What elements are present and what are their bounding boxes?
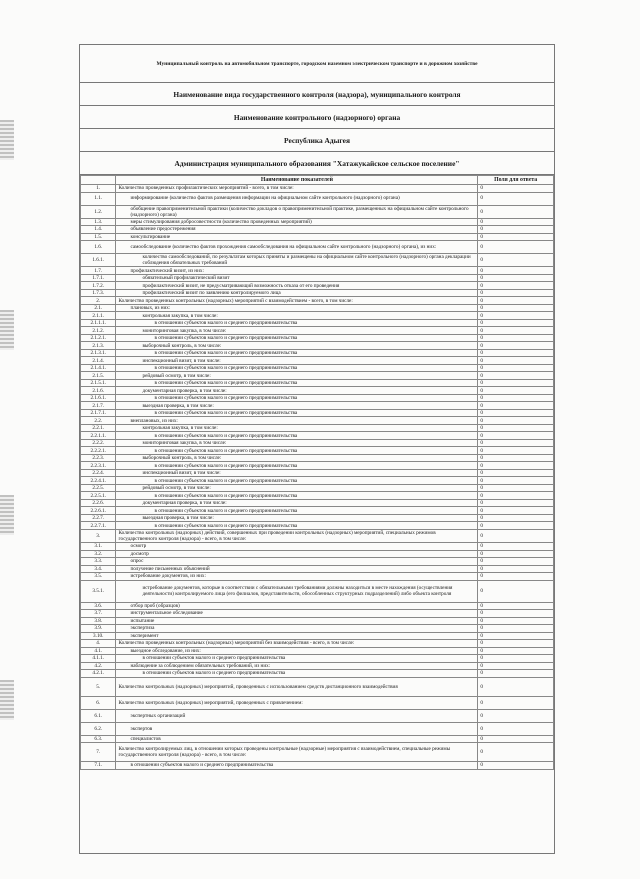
row-indicator: рейдовый осмотр, в том числе:: [116, 484, 478, 492]
row-value: 0: [478, 267, 554, 275]
row-number: 1.2.: [81, 205, 116, 218]
table-row: [81, 297, 554, 305]
row-indicator: документарная проверка, в том числе:: [116, 499, 478, 507]
scan-artifact: [0, 120, 14, 160]
table-row: [81, 334, 554, 342]
table-row: [81, 282, 554, 290]
table-row: [81, 409, 554, 417]
table-row: [81, 499, 554, 507]
row-indicator: в отношении субъектов малого и среднего предпринимательства: [116, 762, 478, 770]
row-number: 3.6.: [81, 602, 116, 610]
table-row: [81, 205, 554, 218]
table-row: [81, 185, 554, 193]
row-indicator: обязательный профилактический визит: [116, 274, 478, 282]
row-indicator: в отношении субъектов малого и среднего предпринимательства: [116, 462, 478, 470]
row-value: 0: [478, 677, 554, 696]
table-row: [81, 610, 554, 618]
scan-artifact: [0, 680, 14, 720]
row-number: 2.1.5.: [81, 372, 116, 380]
table-row: [81, 617, 554, 625]
row-number: 2.1.7.1.: [81, 409, 116, 417]
row-value: 0: [478, 447, 554, 455]
row-value: 0: [478, 522, 554, 530]
table-row: [81, 364, 554, 372]
table-row: [81, 722, 554, 735]
row-indicator: мониторинговая закупка, в том числе:: [116, 327, 478, 335]
table-row: [81, 254, 554, 267]
row-number: 2.1.3.1.: [81, 349, 116, 357]
row-number: 4.2.1.: [81, 670, 116, 678]
row-value: 0: [478, 735, 554, 743]
table-row: [81, 580, 554, 602]
row-indicator: инспекционный визит, в том числе:: [116, 469, 478, 477]
col-name-header: Наименование показателей: [116, 176, 478, 185]
scan-artifact: [0, 495, 14, 535]
row-indicator: количество самообследований, по результатам которых приняты и размещены на официальном сайте контрольного (надзорного) органа декларации соблюдения обязательных требований: [116, 254, 478, 267]
table-row: [81, 462, 554, 470]
row-number: 2.2.2.: [81, 439, 116, 447]
row-number: 2.: [81, 297, 116, 305]
row-value: 0: [478, 327, 554, 335]
report-sheet: [79, 44, 555, 854]
row-number: 1.7.2.: [81, 282, 116, 290]
row-indicator: в отношении субъектов малого и среднего предпринимательства: [116, 447, 478, 455]
table-row: [81, 394, 554, 402]
row-indicator: экспертиза: [116, 625, 478, 633]
row-indicator: самообследование (количество фактов прохождения самообследования на официальном сайте контрольного (надзорного) органа), из них:: [116, 241, 478, 254]
row-number: 2.2.1.1.: [81, 432, 116, 440]
row-indicator: в отношении субъектов малого и среднего предпринимательства: [116, 319, 478, 327]
row-value: 0: [478, 226, 554, 234]
row-number: 7.: [81, 743, 116, 762]
row-indicator: Количество контрольных (надзорных) действий, совершенных при проведении контрольных (надзорных) мероприятий, специальных режимов государственного контроля (надзора) - всего, в том числе:: [116, 529, 478, 542]
row-indicator: в отношении субъектов малого и среднего предпринимательства: [116, 507, 478, 515]
row-indicator: меры стимулирования добросовестности (количество проведенных мероприятий): [116, 218, 478, 226]
row-indicator: в отношении субъектов малого и среднего предпринимательства: [116, 477, 478, 485]
row-number: 2.1.4.1.: [81, 364, 116, 372]
table-row: [81, 492, 554, 500]
row-value: 0: [478, 304, 554, 312]
row-value: 0: [478, 454, 554, 462]
row-indicator: инспекционный визит, в том числе:: [116, 357, 478, 365]
row-indicator: досмотр: [116, 550, 478, 558]
row-indicator: Количество проведенных профилактических мероприятий - всего, в том числе:: [116, 185, 478, 193]
row-number: 1.3.: [81, 218, 116, 226]
row-value: 0: [478, 205, 554, 218]
row-number: 2.2.4.1.: [81, 477, 116, 485]
row-number: 5.: [81, 677, 116, 696]
row-value: 0: [478, 602, 554, 610]
row-value: 0: [478, 580, 554, 602]
table-row: [81, 447, 554, 455]
row-indicator: истребование документов, из них:: [116, 573, 478, 581]
table-row: [81, 454, 554, 462]
row-indicator: в отношении субъектов малого и среднего предпринимательства: [116, 349, 478, 357]
table-row: [81, 632, 554, 640]
row-number: 6.3.: [81, 735, 116, 743]
table-row: [81, 514, 554, 522]
row-number: 2.2.5.1.: [81, 492, 116, 500]
row-number: 1.: [81, 185, 116, 193]
table-row: [81, 522, 554, 530]
row-indicator: в отношении субъектов малого и среднего предпринимательства: [116, 655, 478, 663]
table-row: [81, 192, 554, 205]
row-value: 0: [478, 241, 554, 254]
row-number: 4.2.: [81, 662, 116, 670]
row-value: 0: [478, 394, 554, 402]
authority-name: Администрация муниципального образования "Хатажукайское сельское поселение": [80, 152, 554, 175]
row-value: 0: [478, 617, 554, 625]
row-value: 0: [478, 387, 554, 395]
row-number: 1.1.: [81, 192, 116, 205]
row-number: 1.6.1.: [81, 254, 116, 267]
row-value: 0: [478, 543, 554, 551]
row-value: 0: [478, 409, 554, 417]
row-indicator: в отношении субъектов малого и среднего предпринимательства: [116, 492, 478, 500]
indicators-table: [80, 175, 554, 770]
row-value: 0: [478, 550, 554, 558]
row-number: 3.7.: [81, 610, 116, 618]
row-number: 2.1.1.1.: [81, 319, 116, 327]
row-indicator: в отношении субъектов малого и среднего предпринимательства: [116, 522, 478, 530]
row-number: 2.1.2.: [81, 327, 116, 335]
table-row: [81, 218, 554, 226]
scan-artifact: [0, 310, 14, 350]
row-value: 0: [478, 762, 554, 770]
row-indicator: контрольная закупка, в том числе:: [116, 424, 478, 432]
row-value: 0: [478, 722, 554, 735]
table-row: [81, 402, 554, 410]
row-value: 0: [478, 529, 554, 542]
row-indicator: получение письменных объяснений: [116, 565, 478, 573]
row-number: 3.5.1.: [81, 580, 116, 602]
table-row: [81, 543, 554, 551]
row-number: 4.: [81, 640, 116, 648]
row-number: 7.1.: [81, 762, 116, 770]
row-number: 3.: [81, 529, 116, 542]
row-indicator: осмотр: [116, 543, 478, 551]
row-indicator: эксперимент: [116, 632, 478, 640]
row-number: 2.1.5.1.: [81, 379, 116, 387]
row-indicator: профилактический визит по заявлению контролируемого лица: [116, 289, 478, 297]
row-value: 0: [478, 364, 554, 372]
row-indicator: экспертных организаций: [116, 709, 478, 722]
row-value: 0: [478, 334, 554, 342]
row-indicator: Количество контролируемых лиц, в отношении которых проведены контрольные (надзорные) мероприятия с взаимодействием, специальные режимы государственного контроля (надзора) - всего, в том числе:: [116, 743, 478, 762]
row-number: 3.9.: [81, 625, 116, 633]
row-value: 0: [478, 477, 554, 485]
table-row: [81, 662, 554, 670]
table-row: [81, 647, 554, 655]
row-indicator: в отношении субъектов малого и среднего предпринимательства: [116, 409, 478, 417]
row-indicator: внеплановых, из них:: [116, 417, 478, 425]
row-value: 0: [478, 218, 554, 226]
row-value: 0: [478, 192, 554, 205]
table-row: [81, 762, 554, 770]
row-value: 0: [478, 432, 554, 440]
row-value: 0: [478, 274, 554, 282]
row-value: 0: [478, 709, 554, 722]
row-number: 3.8.: [81, 617, 116, 625]
row-number: 3.1.: [81, 543, 116, 551]
row-number: 2.2.7.: [81, 514, 116, 522]
row-number: 3.3.: [81, 558, 116, 566]
table-row: [81, 469, 554, 477]
table-row: [81, 573, 554, 581]
indicators-body: [81, 185, 554, 770]
row-indicator: выборочный контроль, в том числе:: [116, 454, 478, 462]
row-number: 3.5.: [81, 573, 116, 581]
region-name: Республика Адыгея: [80, 129, 554, 152]
row-indicator: Количество контрольных (надзорных) мероприятий, проведенных с использованием средств дистанционного взаимодействия: [116, 677, 478, 696]
table-row: [81, 349, 554, 357]
table-row: [81, 342, 554, 350]
table-row: [81, 558, 554, 566]
table-row: [81, 677, 554, 696]
table-row: [81, 304, 554, 312]
row-indicator: выездная проверка, в том числе:: [116, 402, 478, 410]
row-indicator: наблюдение за соблюдением обязательных требований, из них:: [116, 662, 478, 670]
row-number: 6.1.: [81, 709, 116, 722]
table-row: [81, 507, 554, 515]
row-number: 2.1.7.: [81, 402, 116, 410]
row-number: 4.1.: [81, 647, 116, 655]
row-value: 0: [478, 696, 554, 709]
row-value: 0: [478, 565, 554, 573]
table-row: [81, 709, 554, 722]
row-number: 2.2.3.: [81, 454, 116, 462]
table-row: [81, 267, 554, 275]
row-value: 0: [478, 670, 554, 678]
row-value: 0: [478, 402, 554, 410]
table-row: [81, 640, 554, 648]
row-indicator: испытание: [116, 617, 478, 625]
row-value: 0: [478, 185, 554, 193]
row-indicator: выездное обследование, из них:: [116, 647, 478, 655]
row-indicator: Количество проведенных контрольных (надзорных) мероприятий с взаимодействием - всего, в том числе:: [116, 297, 478, 305]
row-number: 2.2.7.1.: [81, 522, 116, 530]
row-indicator: рейдовый осмотр, в том числе:: [116, 372, 478, 380]
table-row: [81, 319, 554, 327]
row-number: 3.2.: [81, 550, 116, 558]
row-indicator: инструментальное обследование: [116, 610, 478, 618]
row-indicator: выездная проверка, в том числе:: [116, 514, 478, 522]
row-number: 2.2.6.: [81, 499, 116, 507]
row-indicator: в отношении субъектов малого и среднего предпринимательства: [116, 670, 478, 678]
table-row: [81, 602, 554, 610]
row-value: 0: [478, 319, 554, 327]
row-value: 0: [478, 372, 554, 380]
row-value: 0: [478, 469, 554, 477]
row-indicator: консультирование: [116, 233, 478, 241]
table-row: [81, 484, 554, 492]
row-number: 2.2.: [81, 417, 116, 425]
table-row: [81, 432, 554, 440]
row-value: 0: [478, 357, 554, 365]
table-row: [81, 424, 554, 432]
row-value: 0: [478, 424, 554, 432]
row-number: 1.7.3.: [81, 289, 116, 297]
row-value: 0: [478, 342, 554, 350]
row-value: 0: [478, 233, 554, 241]
row-number: 2.1.3.: [81, 342, 116, 350]
row-number: 2.2.4.: [81, 469, 116, 477]
row-value: 0: [478, 625, 554, 633]
row-value: 0: [478, 312, 554, 320]
row-value: 0: [478, 655, 554, 663]
col-number-header: [81, 176, 116, 185]
row-indicator: выборочный контроль, в том числе:: [116, 342, 478, 350]
table-row: [81, 439, 554, 447]
row-indicator: контрольная закупка, в том числе:: [116, 312, 478, 320]
row-number: 6.: [81, 696, 116, 709]
row-number: 6.2.: [81, 722, 116, 735]
row-value: 0: [478, 289, 554, 297]
table-row: [81, 372, 554, 380]
row-value: 0: [478, 484, 554, 492]
table-row: [81, 233, 554, 241]
table-row: [81, 696, 554, 709]
table-row: [81, 241, 554, 254]
table-row: [81, 387, 554, 395]
row-value: 0: [478, 379, 554, 387]
row-indicator: объявление предостережения: [116, 226, 478, 234]
row-number: 2.1.6.: [81, 387, 116, 395]
row-indicator: обобщение правоприменительной практики (количество докладов о правоприменительной практике, размещенных на официальном сайте контрольного (надзорного) органа): [116, 205, 478, 218]
row-indicator: профилактический визит, из них:: [116, 267, 478, 275]
row-indicator: экспертов: [116, 722, 478, 735]
row-value: 0: [478, 573, 554, 581]
row-number: 1.4.: [81, 226, 116, 234]
table-row: [81, 625, 554, 633]
row-number: 1.6.: [81, 241, 116, 254]
row-value: 0: [478, 499, 554, 507]
row-indicator: информирование (количество фактов размещения информации на официальном сайте контрольного (надзорного) органа): [116, 192, 478, 205]
row-value: 0: [478, 349, 554, 357]
row-value: 0: [478, 507, 554, 515]
table-row: [81, 327, 554, 335]
table-row: [81, 550, 554, 558]
row-value: 0: [478, 462, 554, 470]
row-number: 1.5.: [81, 233, 116, 241]
row-number: 2.1.: [81, 304, 116, 312]
row-number: 3.4.: [81, 565, 116, 573]
row-indicator: плановых, из них:: [116, 304, 478, 312]
row-indicator: истребование документов, которые в соответствии с обязательными требованиями должны находиться в месте нахождения (осуществления деятельности) контролируемого лица (его филиалов, представительств, обособленных структурных подразделений) либо объекта контроля: [116, 580, 478, 602]
row-indicator: Количество проведенных контрольных (надзорных) мероприятий без взаимодействия - всего, в том числе:: [116, 640, 478, 648]
control-type-title: Муниципальный контроль на автомобильном транспорте, городском наземном электрическом транспорте и в дорожном хозяйстве: [80, 45, 554, 83]
row-number: 2.2.5.: [81, 484, 116, 492]
table-row: [81, 565, 554, 573]
row-value: 0: [478, 640, 554, 648]
row-indicator: в отношении субъектов малого и среднего предпринимательства: [116, 364, 478, 372]
row-indicator: в отношении субъектов малого и среднего предпринимательства: [116, 334, 478, 342]
row-value: 0: [478, 662, 554, 670]
row-indicator: отбор проб (образцов): [116, 602, 478, 610]
row-value: 0: [478, 282, 554, 290]
row-number: 2.1.2.1.: [81, 334, 116, 342]
row-number: 2.2.3.1.: [81, 462, 116, 470]
row-indicator: Количество контрольных (надзорных) мероприятий, проведенных с привлечением:: [116, 696, 478, 709]
row-value: 0: [478, 254, 554, 267]
row-value: 0: [478, 558, 554, 566]
row-number: 2.2.2.1.: [81, 447, 116, 455]
row-indicator: специалистов: [116, 735, 478, 743]
table-row: [81, 289, 554, 297]
row-number: 1.7.1.: [81, 274, 116, 282]
table-row: [81, 743, 554, 762]
row-indicator: в отношении субъектов малого и среднего предпринимательства: [116, 432, 478, 440]
row-value: 0: [478, 514, 554, 522]
row-number: 2.1.4.: [81, 357, 116, 365]
row-value: 0: [478, 297, 554, 305]
row-number: 4.1.1.: [81, 655, 116, 663]
table-row: [81, 357, 554, 365]
table-row: [81, 312, 554, 320]
table-row: [81, 417, 554, 425]
table-row: [81, 655, 554, 663]
table-row: [81, 274, 554, 282]
row-value: 0: [478, 492, 554, 500]
row-value: 0: [478, 632, 554, 640]
row-value: 0: [478, 610, 554, 618]
row-indicator: мониторинговая закупка, в том числе:: [116, 439, 478, 447]
table-row: [81, 477, 554, 485]
row-number: 2.1.1.: [81, 312, 116, 320]
row-indicator: документарная проверка, в том числе:: [116, 387, 478, 395]
row-indicator: профилактический визит, не предусматривающий возможность отказа от его проведения: [116, 282, 478, 290]
table-row: [81, 670, 554, 678]
row-value: 0: [478, 647, 554, 655]
table-row: [81, 379, 554, 387]
row-indicator: опрос: [116, 558, 478, 566]
row-value: 0: [478, 417, 554, 425]
kind-caption: Наименование вида государственного контроля (надзора), муниципального контроля: [80, 83, 554, 106]
row-number: 2.2.6.1.: [81, 507, 116, 515]
row-indicator: в отношении субъектов малого и среднего предпринимательства: [116, 394, 478, 402]
row-indicator: в отношении субъектов малого и среднего предпринимательства: [116, 379, 478, 387]
col-value-header: Поля для ответа: [478, 176, 554, 185]
row-value: 0: [478, 743, 554, 762]
table-row: [81, 226, 554, 234]
row-value: 0: [478, 439, 554, 447]
row-number: 2.1.6.1.: [81, 394, 116, 402]
row-number: 3.10.: [81, 632, 116, 640]
table-row: [81, 735, 554, 743]
row-number: 2.2.1.: [81, 424, 116, 432]
body-caption: Наименование контрольного (надзорного) органа: [80, 106, 554, 129]
row-number: 1.7.: [81, 267, 116, 275]
table-row: [81, 529, 554, 542]
